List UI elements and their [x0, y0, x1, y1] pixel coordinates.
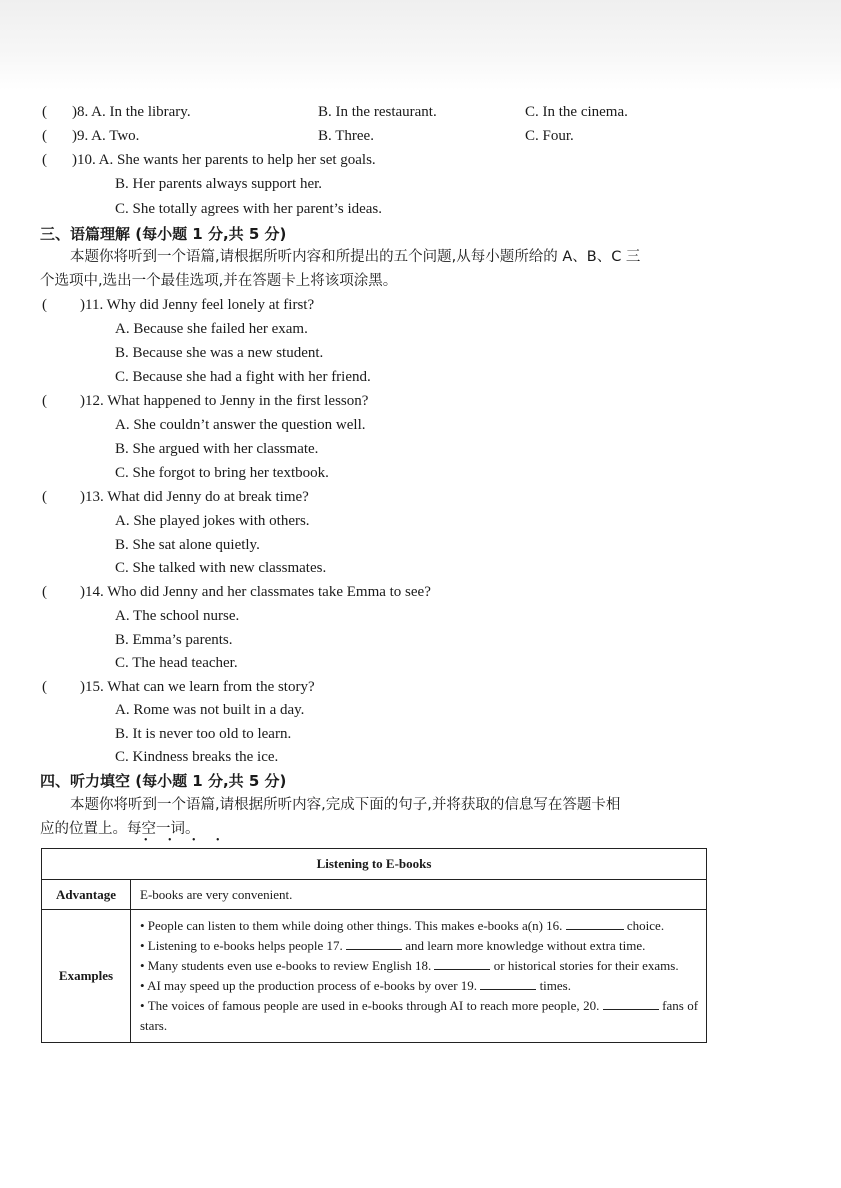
q11-option-a: A. Because she failed her exam. [115, 321, 308, 337]
section-3-instruction-line2: 个选项中,选出一个最佳选项,并在答题卡上将该项涂黑。 [40, 273, 398, 289]
answer-blank-19[interactable] [480, 977, 536, 990]
q13-option-a: A. She played jokes with others. [115, 513, 310, 529]
advantage-label: Advantage [42, 880, 131, 910]
answer-paren: ( [42, 104, 47, 120]
q12-option-b: B. She argued with her classmate. [115, 441, 319, 457]
listening-table [41, 848, 707, 1043]
answer-paren: ( [42, 584, 47, 600]
examples-label: Examples [42, 910, 131, 1043]
section-4-instruction-line2: 应的位置上。每空一词。 [40, 821, 200, 837]
section-4-instruction-line1: 本题你将听到一个语篇,请根据所听内容,完成下面的句子,并将获取的信息写在答题卡相 [70, 797, 621, 813]
section-3-title: 三、语篇理解 (每小题 1 分,共 5 分) [40, 225, 287, 243]
example-1: • People can listen to them while doing other things. This makes e-books a(n) 16. choice. [140, 918, 665, 933]
q13-option-c: C. She talked with new classmates. [115, 560, 327, 576]
q14-question: )14. Who did Jenny and her classmates take Emma to see? [80, 584, 431, 600]
answer-blank-18[interactable] [434, 957, 490, 970]
q9-option-b: B. Three. [318, 128, 374, 144]
q13-option-b: B. She sat alone quietly. [115, 537, 260, 553]
example-5: • The voices of famous people are used in e-books through AI to reach more people, 20. fans of stars. [140, 998, 699, 1033]
q15-question: )15. What can we learn from the story? [80, 679, 315, 695]
q9-option-c: C. Four. [525, 128, 574, 144]
q15-option-a: A. Rome was not built in a day. [115, 702, 305, 718]
answer-blank-20[interactable] [603, 997, 659, 1010]
examples-cell [131, 910, 707, 1043]
q13-question: )13. What did Jenny do at break time? [80, 489, 309, 505]
example-2: • Listening to e-books helps people 17. and learn more knowledge without extra time. [140, 938, 646, 953]
q15-option-b: B. It is never too old to learn. [115, 726, 292, 742]
section-3-instruction-line1: 本题你将听到一个语篇,请根据所听内容和所提出的五个问题,从每小题所给的 A、B、C 三 [70, 249, 641, 265]
q14-option-b: B. Emma’s parents. [115, 632, 233, 648]
section-4-title: 四、听力填空 (每小题 1 分,共 5 分) [40, 772, 287, 790]
answer-paren: ( [42, 297, 47, 313]
advantage-text: E-books are very convenient. [131, 880, 707, 910]
table-title: Listening to E-books [42, 849, 707, 880]
answer-paren: ( [42, 679, 47, 695]
answer-paren: ( [42, 128, 47, 144]
q12-option-c: C. She forgot to bring her textbook. [115, 465, 329, 481]
q15-option-c: C. Kindness breaks the ice. [115, 749, 279, 765]
q12-question: )12. What happened to Jenny in the first lesson? [80, 393, 369, 409]
q14-option-a: A. The school nurse. [115, 608, 240, 624]
q8-option-a: )8. A. In the library. [72, 104, 191, 120]
answer-paren: ( [42, 489, 47, 505]
q11-question: )11. Why did Jenny feel lonely at first? [80, 297, 315, 313]
q10-option-b: B. Her parents always support her. [115, 176, 323, 192]
example-3: • Many students even use e-books to review English 18. or historical stories for their exams. [140, 958, 679, 973]
q11-option-b: B. Because she was a new student. [115, 345, 324, 361]
q9-option-a: )9. A. Two. [72, 128, 140, 144]
q10-option-a: )10. A. She wants her parents to help her set goals. [72, 152, 376, 168]
answer-paren: ( [42, 393, 47, 409]
q10-option-c: C. She totally agrees with her parent’s ideas. [115, 201, 383, 217]
q8-option-c: C. In the cinema. [525, 104, 628, 120]
q14-option-c: C. The head teacher. [115, 655, 238, 671]
example-4: • AI may speed up the production process of e-books by over 19. times. [140, 978, 571, 993]
answer-paren: ( [42, 152, 47, 168]
q11-option-c: C. Because she had a fight with her friend. [115, 369, 371, 385]
emphasis-dots: • • • • [144, 835, 229, 846]
q8-option-b: B. In the restaurant. [318, 104, 437, 120]
answer-blank-17[interactable] [346, 937, 402, 950]
answer-blank-16[interactable] [566, 917, 624, 930]
q12-option-a: A. She couldn’t answer the question well. [115, 417, 366, 433]
